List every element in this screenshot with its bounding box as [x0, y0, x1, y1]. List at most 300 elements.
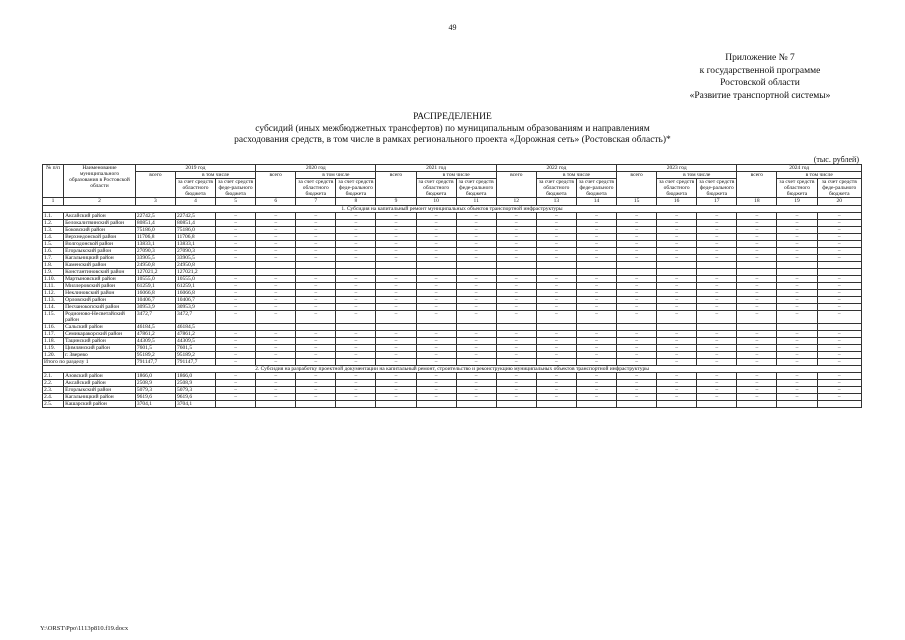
row-empty-cell: [536, 269, 576, 276]
total-empty-cell: –: [496, 359, 536, 366]
row-municipality: Волгодонской район: [64, 241, 136, 248]
header-num: № п/п: [43, 165, 64, 198]
row-municipality: Цимлянский район: [64, 345, 136, 352]
row-empty-cell: –: [336, 311, 376, 324]
row-number: 1.17.: [43, 331, 64, 338]
row-empty-cell: [416, 401, 456, 408]
row-empty-cell: [216, 262, 256, 269]
row-regional-2019: 22742,5: [175, 213, 215, 220]
row-empty-cell: [657, 324, 697, 331]
row-empty-cell: –: [256, 311, 296, 324]
table-row: [43, 311, 862, 324]
header-regional: за счет средств областного бюджета: [536, 179, 576, 198]
header-including: в том числе: [657, 172, 737, 179]
section-heading: 1. Субсидия на капитальный ремонт муниципальных объектов транспортной инфраструктуры: [43, 206, 862, 213]
table-row-total: [43, 359, 862, 366]
header-year: 2020 год: [256, 165, 376, 172]
row-empty-cell: –: [737, 255, 777, 262]
table-row: [43, 345, 862, 352]
row-empty-cell: [737, 401, 777, 408]
table-row: [43, 241, 862, 248]
header-regional: за счет средств областного бюджета: [175, 179, 215, 198]
row-empty-cell: –: [737, 394, 777, 401]
row-municipality: Сальский район: [64, 324, 136, 331]
row-empty-cell: –: [216, 394, 256, 401]
row-empty-cell: –: [576, 220, 616, 227]
row-empty-cell: –: [777, 387, 817, 394]
header-federal: за счет средств феде-рального бюджета: [817, 179, 861, 198]
appendix-line: «Развитие транспортной системы»: [689, 90, 831, 101]
row-total-2019: 1866,0: [135, 373, 175, 380]
row-empty-cell: –: [777, 234, 817, 241]
row-total-2019: 22742,5: [135, 213, 175, 220]
row-empty-cell: –: [496, 345, 536, 352]
row-empty-cell: –: [376, 394, 416, 401]
row-empty-cell: –: [817, 394, 861, 401]
row-empty-cell: –: [697, 283, 737, 290]
appendix-line: Приложение № 7: [725, 53, 795, 63]
row-empty-cell: –: [737, 311, 777, 324]
row-empty-cell: –: [416, 283, 456, 290]
row-empty-cell: –: [256, 331, 296, 338]
row-empty-cell: –: [376, 283, 416, 290]
row-empty-cell: –: [336, 255, 376, 262]
row-empty-cell: –: [697, 311, 737, 324]
header-federal: за счет средств феде-рального бюджета: [456, 179, 496, 198]
row-empty-cell: –: [737, 276, 777, 283]
row-municipality: Аксайский район: [64, 380, 136, 387]
row-empty-cell: –: [376, 352, 416, 359]
row-empty-cell: –: [296, 297, 336, 304]
row-empty-cell: –: [456, 220, 496, 227]
row-empty-cell: –: [536, 234, 576, 241]
row-empty-cell: –: [376, 297, 416, 304]
row-empty-cell: –: [216, 276, 256, 283]
row-empty-cell: [496, 324, 536, 331]
row-empty-cell: –: [777, 338, 817, 345]
row-empty-cell: –: [697, 304, 737, 311]
row-empty-cell: [657, 269, 697, 276]
table-row: [43, 290, 862, 297]
total-empty-cell: –: [416, 359, 456, 366]
row-regional-2019: 3472,7: [175, 311, 215, 324]
row-empty-cell: –: [296, 220, 336, 227]
row-regional-2019: 10555,0: [175, 276, 215, 283]
total-regional-2019: 791147,7: [175, 359, 215, 366]
row-regional-2019: 30953,9: [175, 304, 215, 311]
row-empty-cell: –: [496, 380, 536, 387]
row-number: 2.5.: [43, 401, 64, 408]
row-empty-cell: –: [777, 331, 817, 338]
row-empty-cell: –: [376, 255, 416, 262]
row-empty-cell: –: [657, 276, 697, 283]
row-empty-cell: [336, 324, 376, 331]
row-regional-2019: 44309,5: [175, 338, 215, 345]
row-empty-cell: –: [216, 241, 256, 248]
row-empty-cell: –: [536, 311, 576, 324]
row-municipality: Азовский район: [64, 373, 136, 380]
row-empty-cell: –: [737, 338, 777, 345]
row-empty-cell: –: [376, 373, 416, 380]
row-empty-cell: –: [416, 241, 456, 248]
column-number: 14: [576, 198, 616, 206]
row-empty-cell: –: [456, 276, 496, 283]
row-number: 1.4.: [43, 234, 64, 241]
row-total-2019: 3704,1: [135, 401, 175, 408]
row-empty-cell: –: [376, 227, 416, 234]
row-empty-cell: –: [617, 297, 657, 304]
header-total: всего: [617, 172, 657, 198]
row-regional-2019: 10406,7: [175, 297, 215, 304]
row-total-2019: 10555,0: [135, 276, 175, 283]
row-empty-cell: [817, 269, 861, 276]
row-empty-cell: –: [737, 352, 777, 359]
row-regional-2019: 75186,0: [175, 227, 215, 234]
row-empty-cell: [777, 324, 817, 331]
row-total-2019: 24950,8: [135, 262, 175, 269]
row-empty-cell: –: [256, 345, 296, 352]
row-total-2019: 127021,2: [135, 269, 175, 276]
row-municipality: Егорлыкский район: [64, 387, 136, 394]
row-empty-cell: –: [216, 373, 256, 380]
row-regional-2019: 95189,2: [175, 352, 215, 359]
row-empty-cell: –: [416, 373, 456, 380]
column-number: 13: [536, 198, 576, 206]
row-empty-cell: –: [737, 373, 777, 380]
row-empty-cell: –: [576, 213, 616, 220]
row-empty-cell: –: [416, 387, 456, 394]
row-number: 1.16.: [43, 324, 64, 331]
row-empty-cell: [576, 269, 616, 276]
column-number: 12: [496, 198, 536, 206]
header-regional: за счет средств областного бюджета: [296, 179, 336, 198]
row-empty-cell: –: [456, 373, 496, 380]
row-empty-cell: –: [416, 311, 456, 324]
total-empty-cell: –: [376, 359, 416, 366]
row-empty-cell: [536, 324, 576, 331]
row-empty-cell: –: [777, 373, 817, 380]
row-empty-cell: –: [296, 213, 336, 220]
row-empty-cell: –: [737, 304, 777, 311]
row-empty-cell: –: [216, 234, 256, 241]
row-empty-cell: –: [657, 297, 697, 304]
row-empty-cell: –: [336, 352, 376, 359]
row-empty-cell: –: [617, 331, 657, 338]
row-empty-cell: –: [256, 276, 296, 283]
row-empty-cell: –: [617, 373, 657, 380]
row-empty-cell: –: [336, 213, 376, 220]
row-empty-cell: –: [496, 387, 536, 394]
row-empty-cell: –: [737, 241, 777, 248]
column-number: 9: [376, 198, 416, 206]
row-number: 1.7.: [43, 255, 64, 262]
row-municipality: Аксайский район: [64, 213, 136, 220]
table-row: [43, 304, 862, 311]
file-path-footer: Y:\ORST\Ppo\1113p810.f19.docx: [40, 625, 129, 632]
row-empty-cell: –: [536, 283, 576, 290]
row-empty-cell: –: [777, 290, 817, 297]
row-empty-cell: –: [336, 248, 376, 255]
row-empty-cell: –: [416, 276, 456, 283]
header-total: всего: [135, 172, 175, 198]
row-empty-cell: –: [336, 234, 376, 241]
row-empty-cell: –: [256, 387, 296, 394]
row-empty-cell: –: [256, 297, 296, 304]
row-number: 1.12.: [43, 290, 64, 297]
row-empty-cell: –: [376, 241, 416, 248]
row-municipality: Тацинский район: [64, 338, 136, 345]
table-row: [43, 352, 862, 359]
row-empty-cell: –: [336, 387, 376, 394]
appendix-header: [660, 52, 860, 102]
column-number: 18: [737, 198, 777, 206]
column-number: 3: [135, 198, 175, 206]
header-including: в том числе: [777, 172, 862, 179]
row-regional-2019: 16066,8: [175, 290, 215, 297]
row-total-2019: 47861,2: [135, 331, 175, 338]
row-empty-cell: –: [657, 387, 697, 394]
row-empty-cell: [216, 401, 256, 408]
row-empty-cell: [336, 262, 376, 269]
row-empty-cell: –: [496, 276, 536, 283]
row-empty-cell: [817, 401, 861, 408]
appendix-line: Ростовской области: [720, 78, 800, 88]
row-empty-cell: –: [697, 394, 737, 401]
row-empty-cell: –: [216, 311, 256, 324]
row-number: 1.11.: [43, 283, 64, 290]
row-empty-cell: –: [697, 380, 737, 387]
row-empty-cell: –: [576, 373, 616, 380]
total-empty-cell: –: [336, 359, 376, 366]
row-municipality: Неклиновский район: [64, 290, 136, 297]
row-municipality: Кагальницкий район: [64, 255, 136, 262]
document-title: [0, 112, 905, 147]
row-number: 1.8.: [43, 262, 64, 269]
row-empty-cell: –: [777, 220, 817, 227]
row-empty-cell: –: [376, 220, 416, 227]
row-number: 1.2.: [43, 220, 64, 227]
row-empty-cell: –: [456, 255, 496, 262]
row-empty-cell: [296, 269, 336, 276]
row-empty-cell: –: [817, 311, 861, 324]
row-regional-2019: 13833,1: [175, 241, 215, 248]
row-number: 2.3.: [43, 387, 64, 394]
row-empty-cell: –: [256, 283, 296, 290]
row-municipality: Верхнедонской район: [64, 234, 136, 241]
row-empty-cell: –: [536, 213, 576, 220]
row-empty-cell: –: [817, 387, 861, 394]
header-federal: за счет средств феде-рального бюджета: [697, 179, 737, 198]
row-municipality: Миллеровский район: [64, 283, 136, 290]
row-empty-cell: –: [296, 373, 336, 380]
row-empty-cell: –: [416, 352, 456, 359]
row-regional-2019: 9619,6: [175, 394, 215, 401]
row-municipality: Кашарский район: [64, 401, 136, 408]
row-empty-cell: –: [456, 304, 496, 311]
row-empty-cell: –: [216, 297, 256, 304]
header-total: всего: [737, 172, 777, 198]
row-empty-cell: –: [296, 387, 336, 394]
row-empty-cell: –: [256, 304, 296, 311]
row-empty-cell: –: [737, 283, 777, 290]
row-empty-cell: –: [256, 290, 296, 297]
row-empty-cell: –: [576, 311, 616, 324]
row-empty-cell: [336, 401, 376, 408]
row-empty-cell: –: [256, 373, 296, 380]
row-empty-cell: –: [617, 276, 657, 283]
row-number: 1.13.: [43, 297, 64, 304]
row-total-2019: 61259,1: [135, 283, 175, 290]
row-empty-cell: [576, 262, 616, 269]
row-empty-cell: –: [576, 276, 616, 283]
row-empty-cell: –: [657, 311, 697, 324]
row-empty-cell: –: [817, 227, 861, 234]
row-empty-cell: [416, 262, 456, 269]
row-empty-cell: –: [416, 297, 456, 304]
row-empty-cell: –: [697, 255, 737, 262]
row-empty-cell: –: [256, 380, 296, 387]
row-empty-cell: –: [456, 311, 496, 324]
header-including: в том числе: [175, 172, 255, 179]
row-empty-cell: –: [416, 248, 456, 255]
row-regional-2019: 3704,1: [175, 401, 215, 408]
row-empty-cell: –: [216, 304, 256, 311]
row-total-2019: 11706,8: [135, 234, 175, 241]
row-empty-cell: –: [496, 394, 536, 401]
row-empty-cell: –: [617, 345, 657, 352]
row-empty-cell: [456, 324, 496, 331]
row-empty-cell: –: [416, 220, 456, 227]
row-empty-cell: –: [456, 290, 496, 297]
row-empty-cell: –: [296, 311, 336, 324]
row-number: 1.1.: [43, 213, 64, 220]
row-empty-cell: –: [296, 380, 336, 387]
row-empty-cell: [256, 401, 296, 408]
row-empty-cell: –: [456, 331, 496, 338]
row-empty-cell: [737, 269, 777, 276]
column-number: 7: [296, 198, 336, 206]
row-empty-cell: –: [376, 311, 416, 324]
row-empty-cell: –: [777, 248, 817, 255]
row-empty-cell: –: [817, 373, 861, 380]
row-empty-cell: –: [216, 290, 256, 297]
row-empty-cell: –: [576, 255, 616, 262]
row-empty-cell: [256, 269, 296, 276]
row-regional-2019: 80851,4: [175, 220, 215, 227]
row-empty-cell: –: [536, 338, 576, 345]
row-empty-cell: –: [496, 311, 536, 324]
row-empty-cell: –: [737, 213, 777, 220]
row-total-2019: 33905,5: [135, 255, 175, 262]
column-number: 11: [456, 198, 496, 206]
row-empty-cell: –: [697, 248, 737, 255]
total-empty-cell: –: [216, 359, 256, 366]
row-empty-cell: –: [817, 297, 861, 304]
row-empty-cell: –: [657, 213, 697, 220]
row-empty-cell: –: [296, 276, 336, 283]
row-empty-cell: [256, 262, 296, 269]
header-regional: за счет средств областного бюджета: [777, 179, 817, 198]
row-total-2019: 16066,8: [135, 290, 175, 297]
row-empty-cell: –: [216, 227, 256, 234]
row-empty-cell: –: [697, 220, 737, 227]
column-number: 17: [697, 198, 737, 206]
row-empty-cell: –: [576, 234, 616, 241]
row-empty-cell: –: [617, 213, 657, 220]
row-empty-cell: –: [416, 227, 456, 234]
row-empty-cell: –: [817, 338, 861, 345]
row-municipality: Егорлыкский район: [64, 248, 136, 255]
row-empty-cell: [496, 401, 536, 408]
row-empty-cell: –: [336, 338, 376, 345]
row-empty-cell: –: [777, 227, 817, 234]
row-empty-cell: –: [456, 394, 496, 401]
row-empty-cell: [216, 324, 256, 331]
row-empty-cell: –: [416, 380, 456, 387]
row-empty-cell: –: [256, 338, 296, 345]
row-empty-cell: –: [536, 352, 576, 359]
row-empty-cell: –: [657, 345, 697, 352]
row-empty-cell: –: [657, 290, 697, 297]
row-empty-cell: –: [296, 352, 336, 359]
column-number: 8: [336, 198, 376, 206]
table-row: [43, 276, 862, 283]
row-empty-cell: –: [737, 220, 777, 227]
row-municipality: Орловский район: [64, 297, 136, 304]
row-empty-cell: –: [657, 380, 697, 387]
total-empty-cell: –: [817, 359, 861, 366]
row-empty-cell: [416, 324, 456, 331]
row-empty-cell: –: [536, 220, 576, 227]
row-empty-cell: [657, 401, 697, 408]
row-regional-2019: 127021,2: [175, 269, 215, 276]
row-empty-cell: [576, 401, 616, 408]
row-empty-cell: –: [697, 297, 737, 304]
table-row: [43, 262, 862, 269]
row-empty-cell: –: [496, 297, 536, 304]
row-empty-cell: [697, 324, 737, 331]
row-empty-cell: –: [256, 213, 296, 220]
row-empty-cell: –: [777, 394, 817, 401]
row-empty-cell: –: [456, 345, 496, 352]
table-row: [43, 324, 862, 331]
row-total-2019: 46184,5: [135, 324, 175, 331]
row-empty-cell: –: [336, 345, 376, 352]
row-empty-cell: –: [336, 380, 376, 387]
row-empty-cell: –: [817, 248, 861, 255]
row-empty-cell: –: [296, 304, 336, 311]
row-regional-2019: 27090,3: [175, 248, 215, 255]
row-empty-cell: –: [336, 276, 376, 283]
row-total-2019: 80851,4: [135, 220, 175, 227]
row-empty-cell: –: [496, 373, 536, 380]
row-municipality: Кагальницкий район: [64, 394, 136, 401]
table-row: [43, 269, 862, 276]
title-line: расходования средств, в том числе в рамках регионального проекта «Дорожная сеть» (Ростовская область)*: [234, 135, 671, 145]
row-empty-cell: –: [617, 227, 657, 234]
row-empty-cell: –: [336, 297, 376, 304]
row-regional-2019: 1866,0: [175, 373, 215, 380]
row-empty-cell: [336, 269, 376, 276]
row-empty-cell: –: [617, 283, 657, 290]
row-empty-cell: [456, 262, 496, 269]
column-number: 16: [657, 198, 697, 206]
row-empty-cell: –: [216, 331, 256, 338]
table-row: [43, 401, 862, 408]
header-federal: за счет средств феде-рального бюджета: [576, 179, 616, 198]
total-empty-cell: –: [576, 359, 616, 366]
total-empty-cell: –: [777, 359, 817, 366]
